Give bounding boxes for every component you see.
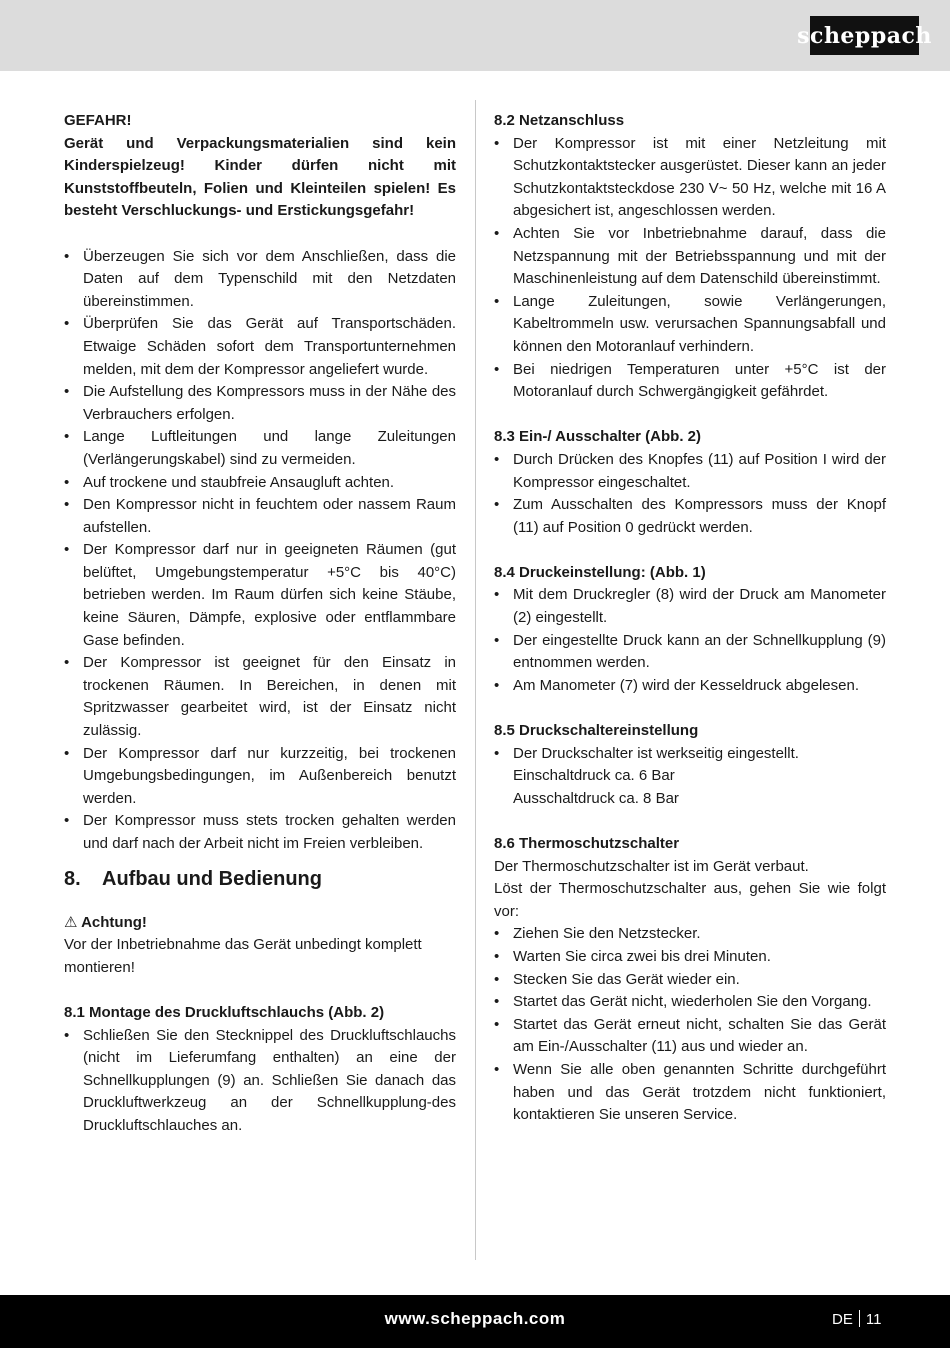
list-item: • Der Kompressor darf nur kurzzeitig, bei trockenen Umgebungsbedingungen, im Außenbereich benutzt werden.: [64, 743, 456, 811]
list-item: • Schließen Sie den Stecknippel des Druckluftschlauchs (nicht im Lieferumfang enthalten) an eine der Schnellkupplungen (9) an. Schließen Sie danach das Druckluftwerkzeug an der Schnellkupplung-des Druckluftschlauches an.: [64, 1025, 456, 1138]
thermo-text-1: Der Thermoschutzschalter ist im Gerät verbaut.: [494, 857, 809, 875]
list-item: • Den Kompressor nicht in feuchtem oder nassem Raum aufstellen.: [64, 494, 456, 539]
warning-icon: ⚠: [64, 913, 78, 931]
subsection-title-8-3: 8.3 Ein-/ Ausschalter (Abb. 2): [494, 428, 701, 446]
list-item: • Der Kompressor ist geeignet für den Einsatz in trockenen Räumen. In Bereichen, in denen mit Spritzwasser gearbeitet wird, ist der Einsatz nicht zulässig.: [64, 652, 456, 742]
header-bar: [0, 0, 950, 71]
attention-text: Vor der Inbetriebnahme das Gerät unbedingt komplett montieren!: [64, 936, 422, 976]
column-divider: [475, 100, 476, 1260]
list-item: • Durch Drücken des Knopfes (11) auf Position I wird der Kompressor eingeschaltet.: [494, 449, 886, 494]
list-item: • Der Druckschalter ist werkseitig eingestellt.: [494, 743, 886, 766]
language-code: DE: [832, 1311, 853, 1328]
s83-bullets: [494, 449, 886, 539]
s84-bullets: [494, 584, 886, 697]
section-number: 8.: [64, 867, 81, 890]
danger-text: Gerät und Verpackungsmaterialien sind kein Kinderspielzeug! Kinder dürfen nicht mit Kunststoffbeuteln, Folien und Kleinteilen spielen! Es besteht Verschluckungs- und Erstickungsgefahr!: [64, 134, 456, 220]
list-item: • Stecken Sie das Gerät wieder ein.: [494, 969, 886, 992]
s81-bullets: [64, 1025, 456, 1138]
list-item: • Startet das Gerät nicht, wiederholen Sie den Vorgang.: [494, 991, 886, 1014]
safety-bullets: [64, 246, 456, 856]
footer-bar: [0, 1295, 950, 1348]
subsection-title-8-4: 8.4 Druckeinstellung: (Abb. 1): [494, 563, 706, 581]
left-column: [64, 110, 456, 1138]
right-column: [494, 110, 886, 1127]
page-indicator: [832, 1310, 881, 1328]
list-item: • Auf trockene und staubfreie Ansaugluft achten.: [64, 472, 456, 495]
list-item: • Der Kompressor darf nur in geeigneten Räumen (gut belüftet, Umgebungstemperatur +5°C bis 40°C) betrieben werden. Im Raum dürfen sich keine Stäube, keine Säuren, Dämpfe, explosive oder entflammbare Gase befinden.: [64, 539, 456, 652]
website-link[interactable]: www.scheppach.com: [384, 1309, 566, 1328]
page-separator: [859, 1310, 860, 1327]
list-item: • Der Kompressor muss stets trocken gehalten werden und darf nach der Arbeit nicht im Freien verbleiben.: [64, 810, 456, 855]
list-item: • Wenn Sie alle oben genannten Schritte durchgeführt haben und das Gerät trotzdem nicht funktioniert, kontaktieren Sie unseren Service.: [494, 1059, 886, 1127]
subsection-title-8-1: 8.1 Montage des Druckluftschlauchs (Abb. 2): [64, 1003, 385, 1021]
list-item: • Am Manometer (7) wird der Kesseldruck abgelesen.: [494, 675, 886, 698]
list-item: • Achten Sie vor Inbetriebnahme darauf, dass die Netzspannung mit der Betriebsspannung und mit der Maschinenleistung auf dem Datenschild übereinstimmt.: [494, 223, 886, 291]
list-item: • Überprüfen Sie das Gerät auf Transportschäden. Etwaige Schäden sofort dem Transportunternehmen melden, mit dem der Kompressor angeliefert wurde.: [64, 313, 456, 381]
list-item: • Überzeugen Sie sich vor dem Anschließen, dass die Daten auf dem Typenschild mit den Netzdaten übereinstimmen.: [64, 246, 456, 314]
list-item: • Zum Ausschalten des Kompressors muss der Knopf (11) auf Position 0 gedrückt werden.: [494, 494, 886, 539]
list-item: • Der Kompressor ist mit einer Netzleitung mit Schutzkontaktstecker ausgerüstet. Dieser kann an jeder Schutzkontaktsteckdose 230 V~ 50 Hz, welche mit 16 A abgesichert ist, angeschlossen werden.: [494, 133, 886, 223]
scheppach-logo: scheppach: [810, 16, 919, 55]
danger-title: GEFAHR!: [64, 112, 132, 129]
list-item: • Mit dem Druckregler (8) wird der Druck am Manometer (2) eingestellt.: [494, 584, 886, 629]
list-item: • Die Aufstellung des Kompressors muss in der Nähe des Verbrauchers erfolgen.: [64, 381, 456, 426]
list-item: • Der eingestellte Druck kann an der Schnellkupplung (9) entnommen werden.: [494, 630, 886, 675]
list-item: • Startet das Gerät erneut nicht, schalten Sie das Gerät am Ein-/Ausschalter (11) aus und wieder an.: [494, 1014, 886, 1059]
s86-bullets: [494, 923, 886, 1126]
s82-bullets: [494, 133, 886, 404]
switch-on-pressure: Einschaltdruck ca. 6 Bar: [513, 767, 675, 785]
page-number: 11: [865, 1311, 882, 1328]
thermo-text-2: Löst der Thermoschutzschalter aus, gehen Sie wie folgt vor:: [494, 880, 886, 920]
list-item: • Lange Zuleitungen, sowie Verlängerungen, Kabeltrommeln usw. verursachen Spannungsabfall und können den Motoranlauf verhindern.: [494, 291, 886, 359]
section-heading: [64, 866, 456, 892]
subsection-title-8-5: 8.5 Druckschaltereinstellung: [494, 722, 699, 740]
subsection-title-8-6: 8.6 Thermoschutzschalter: [494, 835, 680, 852]
s85-bullets: [494, 743, 886, 766]
subsection-title-8-2: 8.2 Netzanschluss: [494, 112, 625, 129]
section-title: Aufbau und Bedienung: [102, 867, 322, 890]
list-item: • Lange Luftleitungen und lange Zuleitungen (Verlängerungskabel) sind zu vermeiden.: [64, 426, 456, 471]
list-item: • Warten Sie circa zwei bis drei Minuten.: [494, 946, 886, 969]
list-item: • Ziehen Sie den Netzstecker.: [494, 923, 886, 946]
list-item: • Bei niedrigen Temperaturen unter +5°C ist der Motoranlauf durch Schwergängigkeit gefährdet.: [494, 359, 886, 404]
attention-heading: [64, 912, 456, 935]
attention-title: Achtung!: [81, 913, 147, 931]
switch-off-pressure: Ausschaltdruck ca. 8 Bar: [513, 789, 679, 807]
